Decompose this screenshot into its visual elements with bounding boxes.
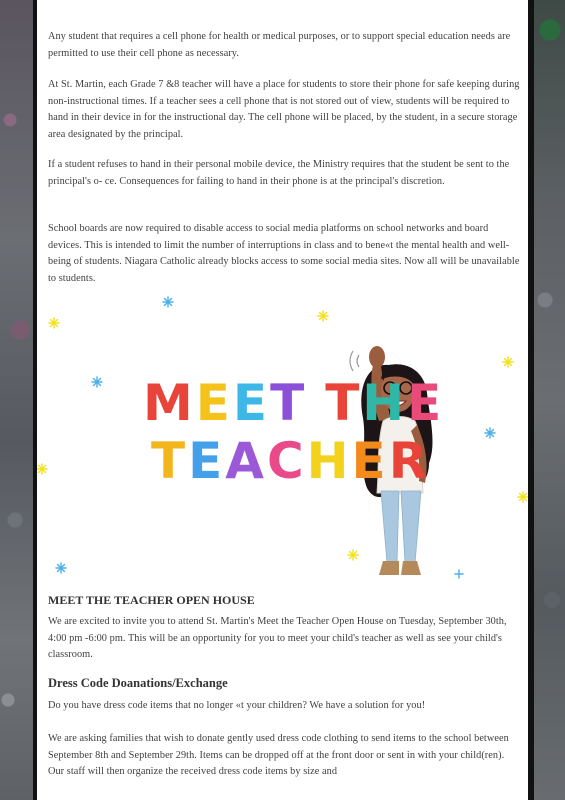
banner-letter: E <box>232 374 271 432</box>
banner-letter: E <box>407 374 445 432</box>
background-photo-left <box>0 0 33 800</box>
dress-code-intro: Do you have dress code items that no longer «t your children? We have a solution for you! <box>48 700 426 711</box>
banner-letter: A <box>225 432 267 490</box>
banner-letter: M <box>143 374 196 432</box>
banner-letter: H <box>306 432 352 490</box>
banner-letter: E <box>188 432 226 490</box>
paragraph-refusal: If a student refuses to hand in their personal mobile device, the Ministry requires that the student be sent to the principal's o- ce. Consequences for failing to hand in their phone is at the principal's discretion. <box>48 159 510 187</box>
banner-letter: E <box>351 432 389 490</box>
background-photo-right <box>530 0 565 800</box>
dress-code-paragraph: We are asking families that wish to donate gently used dress code clothing to send items to the school between September 8th and September 29th. Items can be dropped off at the front door or sent in with your child(ren). Our staff will then organize the received dress code items by size and <box>48 733 509 777</box>
banner-letter: T <box>325 374 363 432</box>
dress-code-heading: Dress Code Doanations/Exchange <box>48 676 228 690</box>
meet-the-teacher-banner <box>37 293 528 585</box>
banner-letter: R <box>388 432 431 490</box>
banner-letter: E <box>195 374 233 432</box>
banner-letter: T <box>151 432 189 490</box>
paragraph-medical-use: Any student that requires a cell phone for health or medical purposes, or to support special education needs are permitted to use their cell phone as necessary. <box>48 31 511 59</box>
banner-title-line1 <box>143 375 444 431</box>
open-house-paragraph: We are excited to invite you to attend St. Martin's Meet the Teacher Open House on Tuesday, September 30th, 4:00 pm -6:00 pm. This will be an opportunity for you to meet your child's teacher as well as see your child's classroom. <box>48 616 507 660</box>
open-house-heading: MEET THE TEACHER OPEN HOUSE <box>48 593 255 607</box>
banner-letter: T <box>270 374 308 432</box>
newsletter-page <box>37 0 528 800</box>
paragraph-social-media: School boards are now required to disable access to social media platforms on school networks and board devices. This is intended to limit the number of interruptions in class and to bene«t the mental health and well-being of students. Niagara Catholic already blocks access to some social media sites. Now all will be unavailable to students. <box>48 223 520 284</box>
banner-letter: C <box>266 432 307 490</box>
banner-title-line2 <box>151 433 430 489</box>
page-shadow-right <box>528 0 534 800</box>
banner-letter: H <box>362 374 408 432</box>
paragraph-phone-storage: At St. Martin, each Grade 7 &8 teacher will have a place for students to store their phone for safe keeping during non-instructional times. If a teacher sees a cell phone that is not stored out of view, students will be required to hand in their device in for the instructional day. The cell phone will be placed, by the student, in a secure storage area designated by the principal. <box>48 79 520 140</box>
